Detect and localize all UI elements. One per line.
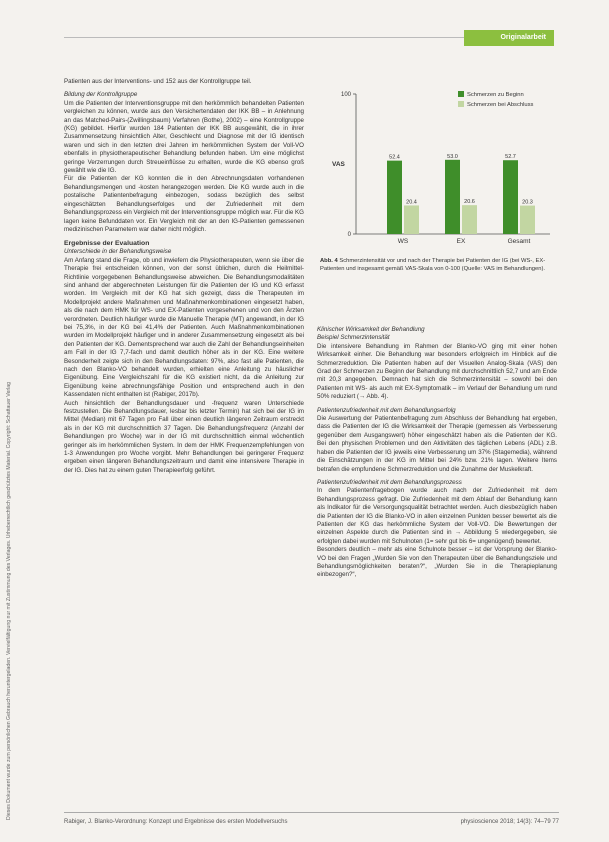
bar (404, 205, 419, 234)
legend-swatch (458, 91, 464, 97)
x-tick-label: EX (456, 238, 466, 245)
right-column (317, 326, 557, 580)
subheading-wirksamkeit: Klinischer Wirksamkeit der Behandlung (317, 326, 425, 333)
subheading-behandlungsweise: Unterschiede in der Behandlungsweise (64, 248, 172, 256)
subheading-behandlungsprozess: Patientenzufriedenheit mit dem Behandlungsprozess (317, 478, 462, 486)
x-tick-label: Gesamt (507, 238, 531, 245)
legend-label: Schmerzen bei Abschluss (467, 102, 534, 108)
caption-text: Schmerzintensität vor und nach der Therapie bei Patienten der IG (bei WS-, EX-Patienten und insgesamt gemäß VAS-Skala von 0-100 (Quelle: VAS im Behandlungen). (320, 258, 546, 272)
paragraph: Die intensivere Behandlung im Rahmen der Blanko-VO ging mit einer hohen Wirksamkeit einher. Die Behandlung war besonders erfolgreich im Hinblick auf die Schmerzreduktion. Die Patienten haben auf der Visuellen Analog-Skala (VAS) den Grad der Schmerzen zu Beginn der Behandlung mit durchschnittlich 52,7 und am Ende mit 20,3 angegeben. Demnach hat sich die Schmerzintensität – sowohl bei den Patienten mit WS- als auch mit EX-Symptomatik – im Verlauf der Behandlung um rund 50% reduziert (→ Abb. 4). (317, 342, 557, 401)
footer-journal: physioscience 2018; 14(3): 74–79 77 (460, 819, 559, 825)
legend-swatch (458, 101, 464, 107)
header-rule (64, 37, 464, 38)
paragraph: Auch hinsichtlich der Behandlungsdauer und -frequenz waren Unterschiede festzustellen. Die Behandlungsdauer, lesbar bis letzter Termin) hat sich bei der IG im Mittel (Median) mit 67 Tagen pro Fall über einen deutlich längeren Zeitraum erstreckt als in der KG mit durchschnittlich 37 Tagen. Die Behandlungsfrequenz (Anzahl der Behandlungen pro Woche) war in der IG mit durchschnittlich einmal wöchentlich geringer als im herkömmlichen System. In dem der HMK Frequenzempfehlungen von 1-3 Anwendungen pro Woche vorgibt. Mehr Behandlungen bei geringerer Frequenz ergeben einen längeren Behandlungszeitraum und damit eine intensivere Therapie in der IG. Dies hat zu einem guten Therapieerfolg geführt. (64, 399, 304, 474)
bar (462, 205, 477, 234)
x-tick-label: WS (397, 238, 409, 245)
data-label: 52.7 (505, 154, 516, 161)
subheading-behandlungserfolg: Patientenzufriedenheit mit dem Behandlungserfolg (317, 406, 456, 414)
bar (503, 160, 518, 234)
y-axis-label: VAS (332, 161, 345, 168)
left-column (64, 78, 304, 475)
intro-paragraph: Patienten aus der Interventions- und 152 aus der Kontrollgruppe teil. (64, 78, 252, 85)
caption-label: Abb. 4 (320, 258, 338, 264)
data-label: 20.3 (522, 199, 533, 206)
legend-label: Schmerzen zu Beginn (467, 92, 524, 98)
paragraph: Besonders deutlich – mehr als eine Schulnote besser – ist der Vorsprung der Blanko-VO bei den Fragen „Wurden Sie von den Therapeuten über die Behandlungsziele und Behandlungsmöglichkeiten beraten?“, „Wurden Sie in die Therapieplanung einbezogen?“, (317, 546, 557, 579)
pain-intensity-chart (328, 88, 560, 260)
paragraph: In dem Patientenfragebogen wurde auch nach der Zufriedenheit mit dem Behandlungsprozess gefragt. Die Zufriedenheit mit dem Ablauf der Behandlung kann als Indikator für die Versorgungsqualität betrachtet werden. Auch diesbezüglich haben die Patienten der IG die Blanko-VO in allen einzelnen Punkten besser bewertet als die Patienten der KG das herkömmliche System der Voll-VO. Die Bewertungen der einzelnen Aspekte durch die Patienten sind in → Abbildung 5 wiedergegeben, sie erfolgten dabei wurden mit Schulnoten (1= sehr gut bis 6= ungenügend) bewertet. (317, 487, 557, 545)
y-tick-label: 0 (347, 232, 351, 238)
paragraph: Am Anfang stand die Frage, ob und inwiefern die Physiotherapeuten, wenn sie über die Therapie frei entscheiden können, von der sonst üblichen, durch die Heilmittel-Richtlinie vorgegebenen Behandlungsweise abweichen. Die Behandlungsmodalitäten sind anhand der abgerechneten Leistungen für die Patienten der IG und KG erfasst worden. Im Vergleich mit der KG hat sich gezeigt, dass die Therapeuten im Modellprojekt andere Maßnahmen und Maßnahmenkombinationen eingesetzt haben, als die nach dem HMK für WS- und EX-Patienten vorgesehenen und von den Ärzten verordneten. Deutlich häufiger wurde die Manuelle Therapie (MT) angewandt, in der IG bei 75,3%, in der KG bei 41,4% der Patienten. Auch Maßnahmenkombinationen wurden im Modellprojekt häufiger und in anderer Zusammensetzung eingesetzt als bei den Patienten der KG. Dementsprechend war auch die Zahl der Behandlungseinheiten am Fall in der IG 7,7-fach und damit deutlich höher als in der KG. Eine weitere Besonderheit zeigte sich in den Behandlungsdaten: 97%, also fast alle Patienten, die nach den Blanko-VO behandelt wurden, erhielten eine Anleitung zu häuslicher Eigenübung. Eine Vergleichszahl für die KG existiert nicht, da die Anleitung zur Eigenübung keine abrechnungsfähige Position und entsprechend auch in den Kassendaten nicht enthalten ist (Rabiger, 2017b). (64, 256, 304, 399)
bar (387, 161, 402, 234)
footer-rule (64, 812, 559, 813)
subheading-kontrollgruppe: Bildung der Kontrollgruppe (64, 91, 138, 99)
bar (445, 160, 460, 234)
paragraph: Die Auswertung der Patientenbefragung zum Abschluss der Behandlung hat ergeben, dass die Patienten der IG die Wirksamkeit der Therapie (gemessen als Verbesserung gegenüber dem Ausgangswert) höher eingeschätzt haben als die Patienten der KG. Bei den physischen Problemen und den Aktivitäten des täglichen Lebens (ADL) z.B. haben die Patienten der IG jeweils eine Verbesserung um 37% (Stagemedia), während die Einschätzungen in der KG im Mittel bei 24% bzw. 21% lagen. Weitere Items betrafen die empfundene Schmerzreduktion und die Zunahme der Muskelkraft. (317, 415, 557, 473)
data-label: 52.4 (389, 154, 400, 161)
bar (520, 206, 535, 234)
figure-caption (320, 258, 560, 273)
data-label: 20.6 (464, 199, 475, 206)
section-tab: Originalarbeit (464, 30, 554, 46)
paragraph: Für die Patienten der KG konnten die in den Abrechnungsdaten vorhandenen Behandlungsmengen und -kosten herangezogen werden. Die KG wurde auch in die postalische Patientenbefragung einbezogen, sodass bezüglich des selbst eingeschätzten Behandlungserfolges und der Zufriedenheit mit dem Behandlungsprozess ein Vergleich mit der Interventionsgruppe möglich war. Für die KG lagen keine Befunddaten vor. Ein Vergleich mit der an den IG-Patienten gemessenen medizinischen Parametern war daher nicht möglich. (64, 175, 304, 233)
side-copyright-text: Dieses Dokument wurde zum persönlichen Gebrauch heruntergeladen. Vervielfältigung nur mit Zustimmung des Verlages. Urheberrechtlich geschütztes Material. Copyright: Schattauer Verlag (6, 382, 12, 820)
data-label: 53.0 (447, 153, 458, 160)
data-label: 20.4 (406, 199, 417, 206)
footer-citation: Rabiger, J. Blanko-Verordnung: Konzept und Ergebnisse des ersten Modellversuchs (64, 819, 288, 825)
y-tick-label: 100 (340, 92, 351, 98)
subheading-schmerz: Beispiel Schmerzintensität (317, 334, 390, 342)
heading-ergebnisse: Ergebnisse der Evaluation (64, 240, 150, 248)
page-header (64, 30, 554, 46)
paragraph: Um die Patienten der Interventionsgruppe mit den herkömmlich behandelten Patienten vergleichen zu können, wurde aus den Versichertendaten der IKK BB – in Anlehnung an das Matched-Pairs-(Zwillingsbaum) Verfahren (Bothe), 2002) – eine Kontrollgruppe (KG) gebildet. Hierfür wurden 184 Patienten der IKK BB ausgewählt, die in ihrer Zusammensetzung hinsichtlich Alter, Geschlecht und Diagnose mit der IG identisch waren und sich in den letzten drei Jahren im herkömmlichen System der Voll-VO ebenfalls in physiotherapeutischer Behandlung befunden haben. Um eine möglichst geringe Verzerrungen durch Streueinflüsse zu erhalten, wurde die KG ebenso groß gewählt wie die IG. (64, 99, 304, 175)
